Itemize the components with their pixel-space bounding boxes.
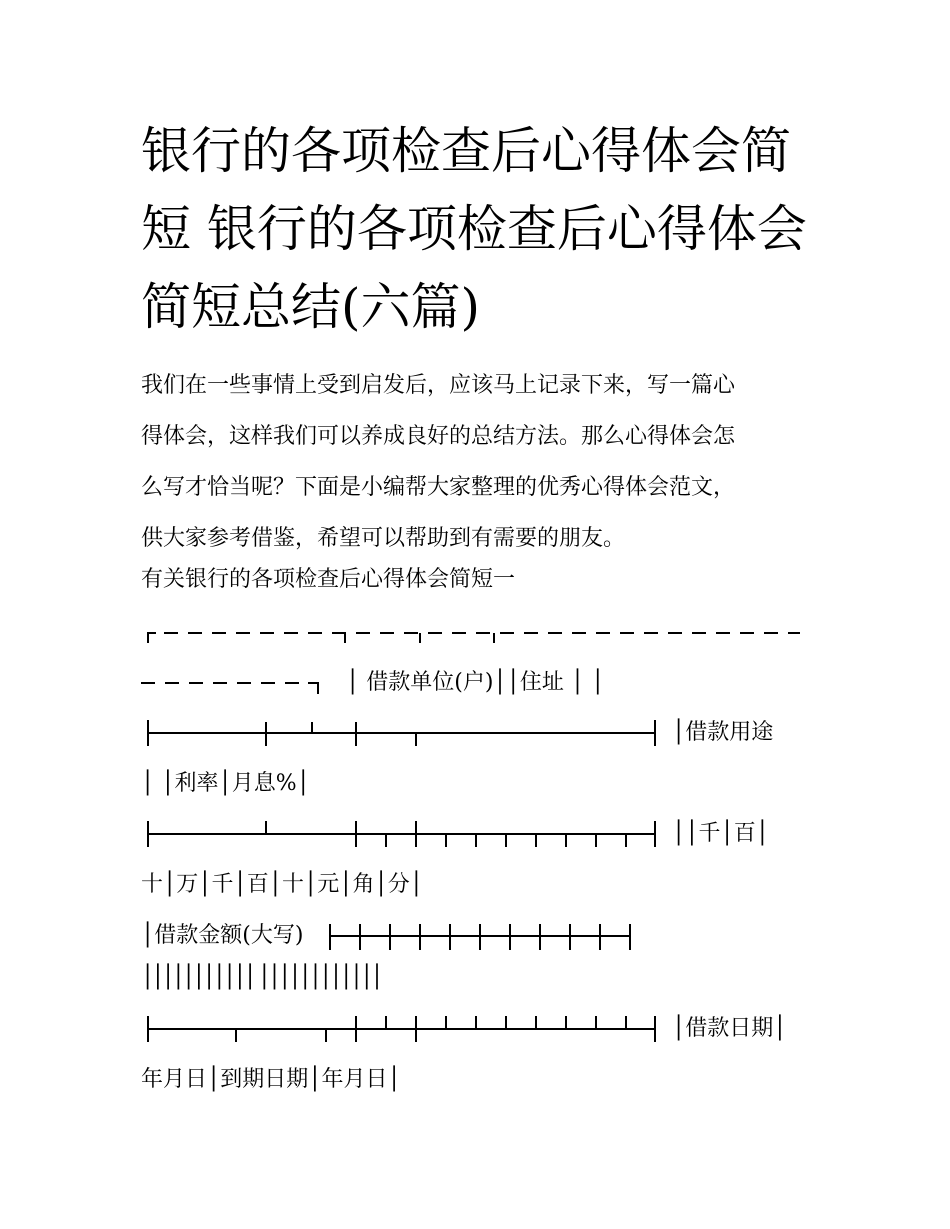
title-line: 简短总结(六篇): [141, 278, 481, 336]
purpose-label: │借款用途: [672, 720, 774, 745]
intro-line: 供大家参考借鉴，希望可以帮助到有需要的朋友。: [141, 526, 626, 551]
bars-row: │││││││││││ ││││││││││││: [141, 965, 381, 990]
amount-label: │借款金额(大写): [141, 923, 304, 948]
title-line: 银行的各项检查后心得体会简: [141, 122, 791, 180]
title-line: 短 银行的各项检查后心得体会: [141, 200, 807, 258]
intro-line: 我们在一些事情上受到启发后，应该马上记录下来，写一篇心: [141, 373, 736, 398]
rate-row: │ │利率│月息%│: [141, 771, 310, 796]
borrower-row: │ 借款单位(户)││住址 │ │: [346, 670, 605, 695]
units-row: 十│万│千│百│十│元│角│分│: [141, 872, 423, 897]
intro-line: 得体会，这样我们可以养成良好的总结方法。那么心得体会怎: [141, 424, 736, 449]
section-heading: 有关银行的各项检查后心得体会简短一: [141, 567, 516, 592]
table-top-border: [148, 633, 156, 643]
units-top: ││千│百│: [672, 821, 769, 846]
intro-line: 么写才恰当呢？下面是小编帮大家整理的优秀心得体会范文，: [141, 475, 736, 500]
date-label: │借款日期│: [672, 1016, 787, 1041]
date-row: 年月日│到期日期│年月日│: [141, 1067, 401, 1092]
